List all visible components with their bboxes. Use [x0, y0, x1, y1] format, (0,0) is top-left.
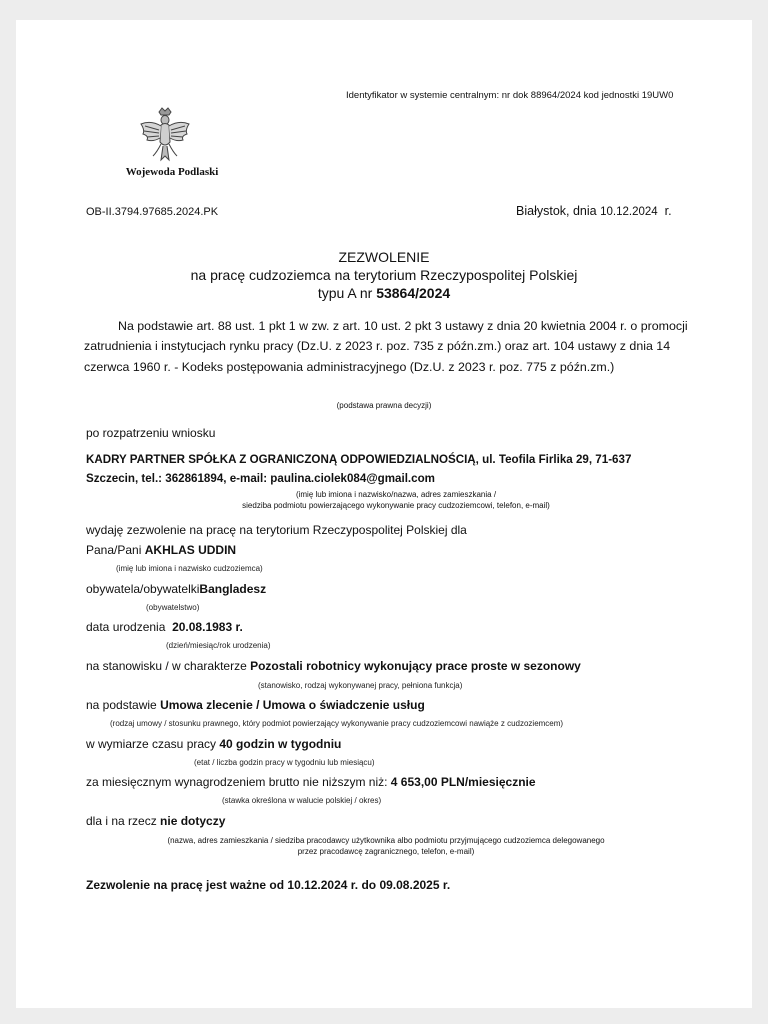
onbehalf-hint [96, 835, 676, 857]
position-row [86, 659, 581, 673]
document-title [16, 248, 752, 302]
salary-label: za miesięcznym wynagrodzeniem brutto nie niższym niż: [86, 775, 388, 789]
title-line-2: na pracę cudzoziemca na terytorium Rzeczypospolitej Polskiej [190, 267, 578, 283]
validity-statement: Zezwolenie na pracę jest ważne od 10.12.2024 r. do 09.08.2025 r. [86, 878, 451, 892]
applicant-hint-line-1: (imię lub imiona i nazwisko/nazwa, adres zamieszkania / [295, 490, 497, 499]
birth-hint: (dzień/miesiąc/rok urodzenia) [166, 641, 271, 650]
applicant-line-2: Szczecin, tel.: 362861894, e-mail: paulina.ciolek084@gmail.com [86, 472, 435, 485]
position-label: na stanowisku / w charakterze [86, 659, 247, 673]
onbehalf-hint-line-2: przez pracodawcę zagranicznego, telefon, e-mail) [297, 847, 475, 856]
person-name: AKHLAS UDDIN [144, 543, 237, 557]
hours-value: 40 godzin w tygodniu [219, 737, 342, 751]
hours-hint: (etat / liczba godzin pracy w tygodniu lub miesiącu) [194, 758, 375, 767]
application-intro: po rozpatrzeniu wniosku [86, 426, 216, 440]
place-label: Białystok, dnia [516, 204, 597, 218]
legal-basis-hint: (podstawa prawna decyzji) [336, 401, 432, 410]
salary-value: 4 653,00 PLN/miesięcznie [390, 775, 536, 789]
system-identifier: Identyfikator w systemie centralnym: nr dok 88964/2024 kod jednostki 19UW0 [346, 90, 674, 101]
salary-row [86, 775, 536, 789]
hours-row [86, 737, 341, 751]
position-hint: (stanowisko, rodzaj wykonywanej pracy, pełniona funkcja) [258, 681, 463, 690]
birth-row [86, 620, 243, 634]
citizenship-row [86, 582, 266, 596]
issue-date: 10.12.2024 [600, 206, 658, 218]
citizenship-value: Bangladesz [199, 582, 267, 596]
document-page [16, 20, 752, 1008]
citizenship-label: obywatela/obywatelki [86, 582, 200, 596]
person-row [86, 543, 236, 557]
title-line-3 [16, 284, 752, 302]
contract-label: na podstawie [86, 698, 157, 712]
person-hint: (imię lub imiona i nazwisko cudzoziemca) [116, 564, 263, 573]
title-line-1: ZEZWOLENIE [338, 249, 430, 265]
onbehalf-value: nie dotyczy [160, 814, 226, 828]
applicant-line-1: KADRY PARTNER SPÓŁKA Z OGRANICZONĄ ODPOWIEDZIALNOŚCIĄ, ul. Teofila Firlika 29, 71-637 [86, 453, 632, 466]
salary-hint: (stawka określona w walucie polskiej / okres) [222, 796, 382, 805]
birth-date: 20.08.1983 r. [172, 620, 243, 634]
legal-basis-text: Na podstawie art. 88 ust. 1 pkt 1 w zw. z art. 10 ust. 2 pkt 3 ustawy z dnia 20 kwietnia 2004 r. o promocji zatrudnienia i instytucjach rynku pracy (Dz.U. z 2023 r. poz. 735 z późn.zm.) oraz art. 104 ustawy z dnia 14 czerwca 1960 r. - Kodeks postępowania administracyjnego (Dz.U. z 2023 r. poz. 775 z późn.zm.) [84, 319, 688, 374]
permit-intro: wydaję zezwolenie na pracę na terytorium Rzeczypospolitej Polskiej dla [86, 523, 467, 537]
applicant-hint [156, 489, 636, 511]
birth-label: data urodzenia [86, 620, 166, 634]
title-type-prefix: typu A nr [317, 285, 373, 301]
place-and-date [516, 204, 672, 218]
contract-value: Umowa zlecenie / Umowa o świadczenie usług [160, 698, 425, 712]
person-label: Pana/Pani [86, 543, 142, 557]
contract-hint: (rodzaj umowy / stosunku prawnego, który podmiot powierzający wykonywanie pracy cudzoziemcowi nawiąże z cudzoziemcem) [110, 719, 564, 728]
issuer-label: Wojewoda Podlaski [125, 166, 219, 178]
reference-number: OB-II.3794.97685.2024.PK [86, 206, 219, 218]
date-suffix: r. [664, 204, 672, 218]
onbehalf-label: dla i na rzecz [86, 814, 157, 828]
applicant-hint-line-2: siedziba podmiotu powierzającego wykonywanie pracy cudzoziemcowi, telefon, e-mail) [242, 501, 550, 510]
onbehalf-hint-line-1: (nazwa, adres zamieszkania / siedziba pracodawcy użytkownika albo podmiotu przyjmującego cudzoziemca delegowanego [167, 836, 605, 845]
contract-row [86, 698, 425, 712]
polish-eagle-icon [137, 106, 193, 164]
permit-number: 53864/2024 [376, 285, 451, 301]
position-value: Pozostali robotnicy wykonujący prace proste w sezonowy [250, 659, 581, 673]
hours-label: w wymiarze czasu pracy [86, 737, 217, 751]
citizenship-hint: (obywatelstwo) [146, 603, 200, 612]
onbehalf-row [86, 814, 225, 828]
legal-basis-paragraph [84, 316, 690, 377]
